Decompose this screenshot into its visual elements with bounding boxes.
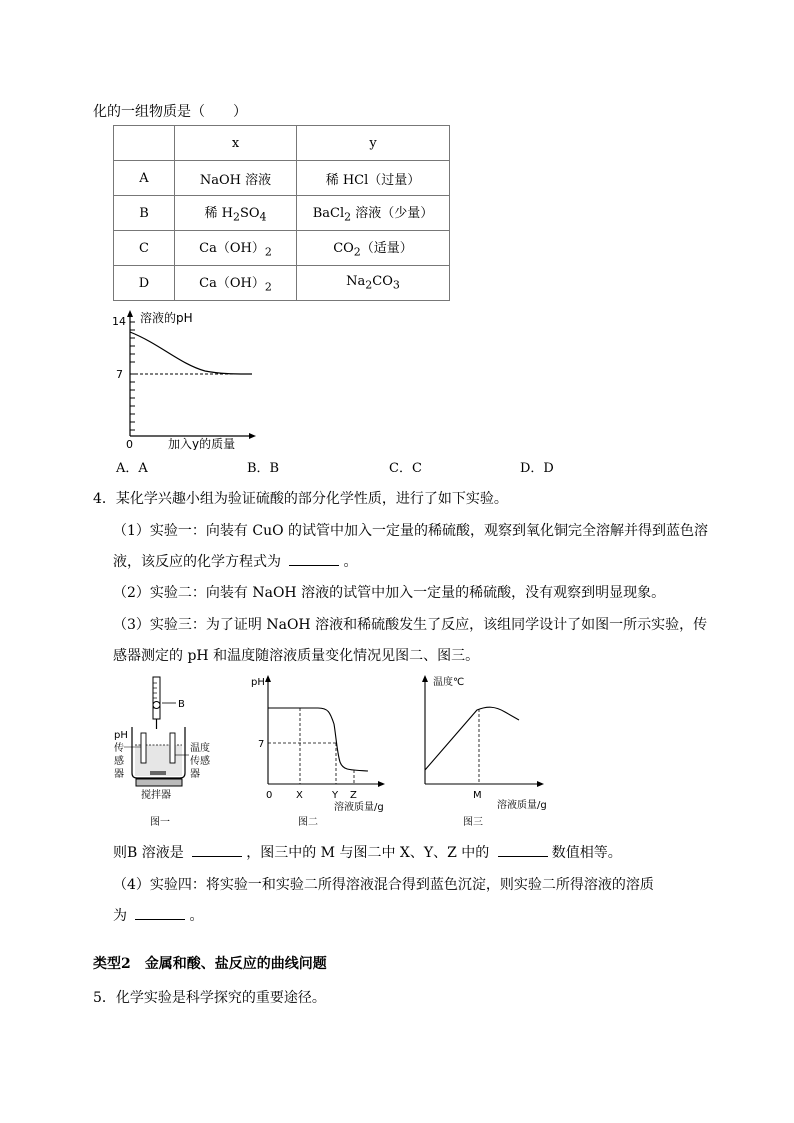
question-3-tail: 化的一组物质是（ ） [93,104,247,120]
table-header-cell: y [297,126,450,161]
subscript: 3 [392,278,400,292]
temperature-curve [425,707,519,770]
tick-7: 7 [258,739,265,750]
ph-sensor-label: 传 [114,743,124,754]
subscript: 2 [264,245,272,259]
origin-label: 0 [266,790,273,801]
row-x [175,266,297,301]
formula-part: Ca（OH） [199,241,265,257]
answer-blank[interactable] [498,843,548,857]
y-axis-arrow [127,310,133,317]
y-axis-ticks [130,322,135,430]
question-5-stem: 5．化学实验是科学探究的重要途径。 [93,990,326,1006]
text: 。 [189,908,204,924]
q4-part3-line1: （3）实验三：为了证明 NaOH 溶液和稀硫酸发生了反应，该组同学设计了如图一所示实验，传 [113,617,708,633]
row-y [297,266,450,301]
row-x [175,196,297,231]
row-label: C [114,231,175,266]
answer-blank[interactable] [135,906,185,920]
subscript: 2 [344,210,352,224]
tick-14: 14 [112,315,126,328]
x-point-label: X [296,790,303,801]
subscript: 2 [264,280,272,294]
formula-part: 溶液（少量） [351,206,434,222]
q4-part1-line1: （1）实验一：向装有 CuO 的试管中加入一定量的稀硫酸，观察到氧化铜完全溶解并得到蓝色溶 [113,523,709,539]
figure-2-caption: 图二 [298,817,318,828]
ph-sensor-label: 器 [114,769,124,780]
y-axis-arrow [265,675,271,682]
temp-sensor-label: 温度 [190,743,210,754]
label-b: B [178,699,185,710]
q4-part3-line2: 感器测定的 pH 和温度随溶液质量变化情况见图二、图三。 [113,648,480,664]
y-axis-label: 温度℃ [433,677,465,688]
ph-graph [110,308,260,450]
choice-b: B．B [247,461,280,476]
y-point-label: Y [332,790,339,801]
answer-blank[interactable] [289,552,339,566]
row-x: NaOH 溶液 [175,161,297,196]
temperature-graph [415,672,565,832]
subscript: 2 [232,210,240,224]
answer-blank[interactable] [192,843,242,857]
stirrer-base [136,779,182,786]
formula-part: （适量） [360,241,413,257]
figure-1-caption: 图一 [150,817,170,828]
options-table [113,125,450,301]
z-point-label: Z [350,790,357,801]
row-x [175,231,297,266]
text: ，图三中的 M 与图二中 X、Y、Z 中的 [246,845,494,861]
row-label: A [114,161,175,196]
subscript: 4 [259,210,267,224]
choice-a: A．A [116,461,148,476]
ph-sensor-label: 感 [114,756,124,767]
table-row [114,161,450,196]
text: 。 [343,554,358,570]
row-label: B [114,196,175,231]
q4-part4-line2 [113,905,203,925]
x-axis-label: 加入y的质量 [168,437,236,450]
table-row [114,196,450,231]
apparatus-figure [110,675,220,830]
row-label: D [114,266,175,301]
x-axis-arrow [537,781,544,787]
q4-part4-line1: （4）实验四：将实验一和实验二所得溶液混合得到蓝色沉淀，则实验二所得溶液的溶质 [113,877,654,893]
ph-curve [130,332,252,374]
table-header-row [114,126,450,161]
x-axis-label: 溶液质量/g [497,800,547,811]
stirrer-label: 搅拌器 [141,790,171,801]
row-y: 稀 HCl（过量） [297,161,450,196]
temperature-probe [170,733,175,763]
q4-answer-line [113,842,622,862]
table-row [114,266,450,301]
ph-titration-graph [248,672,398,832]
q4-part1-line2 [113,551,357,571]
formula-part: Ca（OH） [199,276,265,292]
x-axis-arrow [378,781,385,787]
m-point-label: M [473,790,482,801]
formula-part: CO [372,274,393,290]
figure-3-caption: 图三 [463,817,483,828]
q4-part2: （2）实验二：向装有 NaOH 溶液的试管中加入一定量的稀硫酸，没有观察到明显现象。 [113,585,666,601]
subscript: 2 [353,245,361,259]
stir-bar [150,771,166,775]
formula-part: SO [239,206,260,222]
table-header-cell: x [175,126,297,161]
choice-d: D．D [520,461,554,476]
temp-sensor-label: 传感 [190,756,210,767]
text: 数值相等。 [551,845,622,861]
y-axis-label: 溶液的pH [140,311,193,325]
table-header-cell [114,126,175,161]
origin-label: 0 [126,438,133,450]
x-axis-arrow [249,433,256,439]
ph-probe [141,733,146,763]
text: 液，该反应的化学方程式为 [113,554,286,570]
formula-part: BaCl [312,206,345,222]
table-row [114,231,450,266]
text: 为 [113,908,132,924]
text: 则B 溶液是 [113,845,189,861]
stopcock [153,702,160,709]
formula-part: CO [333,241,354,257]
ph-sensor-label: pH [114,730,128,741]
row-y [297,231,450,266]
question-4-stem: 4．某化学兴趣小组为验证硫酸的部分化学性质，进行了如下实验。 [93,491,508,507]
subscript: 2 [365,278,373,292]
choice-c: C．C [389,461,422,476]
y-axis-label: pH [251,677,265,688]
formula-part: Na [346,274,366,290]
ph-curve [268,708,368,771]
formula-part: 稀 H [204,206,233,222]
temp-sensor-label: 器 [190,769,200,780]
y-axis-arrow [422,675,428,682]
section-heading: 类型2 金属和酸、盐反应的曲线问题 [93,956,327,972]
tick-7: 7 [116,368,123,381]
row-y [297,196,450,231]
x-axis-label: 溶液质量/g [334,802,384,813]
